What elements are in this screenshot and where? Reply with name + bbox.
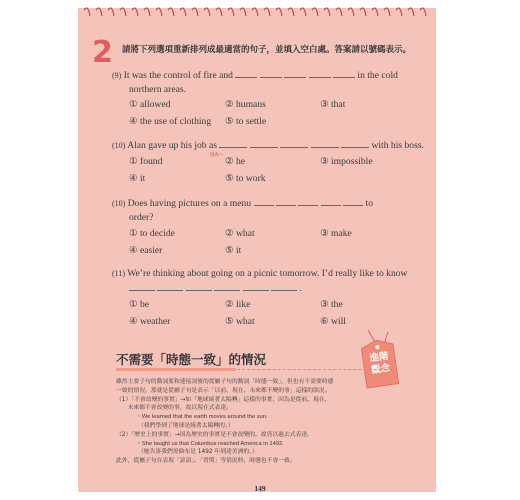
question-blanks-line: . bbox=[112, 281, 407, 296]
question-stem: (9) It was the control of fire and in the cold bbox=[112, 70, 398, 81]
option: ⑤ what bbox=[225, 316, 255, 327]
answer-blank[interactable] bbox=[309, 68, 331, 78]
question-9 bbox=[112, 68, 398, 97]
note-line: （1）「不會改變的事實」→如「地球繞著太陽轉」這樣的事實，因為是從前、現在、 bbox=[116, 396, 331, 403]
option: ⑤ to settle bbox=[225, 116, 267, 127]
option: ② humans bbox=[225, 99, 266, 110]
option: ④ it bbox=[129, 173, 146, 184]
option: ⑥ will bbox=[320, 316, 346, 327]
question-continuation: northern areas. bbox=[129, 84, 187, 95]
answer-blank[interactable] bbox=[343, 196, 363, 206]
option: ① to decide bbox=[129, 228, 175, 239]
answer-blank[interactable] bbox=[341, 138, 369, 148]
option: ③ make bbox=[320, 228, 352, 239]
example-sentence: ・She taught us that Columbus reached America in 1492. bbox=[136, 440, 284, 447]
option: ② he bbox=[225, 156, 246, 167]
answer-blank[interactable] bbox=[219, 138, 247, 148]
exercise-number: 2 bbox=[92, 35, 113, 70]
exercise-instruction: 請將下列選項重新排列成最適當的句子，並填入空白處。答案請以號碼表示。 bbox=[122, 45, 412, 55]
answer-blank[interactable] bbox=[298, 196, 318, 206]
question-10a bbox=[112, 138, 424, 153]
grammar-note-title: 不需要「時態一致」的情況 bbox=[116, 352, 267, 367]
option: ④ weather bbox=[129, 316, 171, 327]
answer-blank[interactable] bbox=[214, 281, 240, 291]
answer-blank[interactable] bbox=[157, 281, 183, 291]
advanced-concept-label: 進階觀念 bbox=[368, 350, 391, 377]
option: ① be bbox=[129, 299, 150, 310]
example-translation: （她告訴我們哥倫布是 1492 年到達美洲的。） bbox=[138, 449, 258, 456]
answer-blank[interactable] bbox=[250, 138, 278, 148]
title-underline bbox=[116, 368, 236, 371]
note-line: 未來都不會改變的事，故以現在式表達。 bbox=[116, 405, 232, 412]
answer-blank[interactable] bbox=[254, 196, 274, 206]
answer-blank[interactable] bbox=[311, 138, 339, 148]
option: ② what bbox=[225, 228, 255, 239]
option: ⑤ to work bbox=[225, 173, 266, 184]
option: ③ impossible bbox=[320, 156, 373, 167]
question-continuation: order? bbox=[129, 212, 154, 223]
answer-blank[interactable] bbox=[276, 196, 296, 206]
question-stem: (10) Does having pictures on a menu to bbox=[112, 198, 373, 209]
note-line: （2）「歷史上的事實」→因為歷史的事實是不會改變的，故皆以過去式表達。 bbox=[116, 431, 313, 438]
option: ③ the bbox=[320, 299, 343, 310]
question-stem: (11) We’re thinking about going on a picnic tomorrow. I’d really like to know bbox=[112, 268, 408, 279]
example-translation: （我們學到了地球是繞著太陽轉的。） bbox=[138, 422, 234, 429]
dashed-divider bbox=[237, 369, 397, 370]
answer-blank[interactable] bbox=[243, 281, 269, 291]
grammar-note-body bbox=[116, 378, 416, 466]
option: ② like bbox=[225, 299, 251, 310]
answer-blank[interactable] bbox=[129, 281, 155, 291]
hint-note: 因為～ bbox=[210, 153, 224, 158]
question-stem: (10) Alan gave up his job as with his boss. bbox=[112, 140, 424, 151]
spiral-binding bbox=[78, 6, 436, 26]
answer-blank[interactable] bbox=[321, 196, 341, 206]
option: ③ that bbox=[320, 99, 346, 110]
answer-blank[interactable] bbox=[271, 281, 297, 291]
question-11 bbox=[112, 267, 407, 296]
option: ④ the use of clothing bbox=[129, 116, 212, 127]
question-10b bbox=[112, 196, 373, 225]
answer-blank[interactable] bbox=[235, 68, 257, 78]
answer-blank[interactable] bbox=[284, 68, 306, 78]
option: ④ easier bbox=[129, 245, 163, 256]
note-line: 一致的情況，那就是從屬子句是表示「以前、現在、未來都不變的事」這樣的狀況。 bbox=[116, 387, 331, 394]
answer-blank[interactable] bbox=[333, 68, 355, 78]
answer-blank[interactable] bbox=[186, 281, 212, 291]
option: ① allowed bbox=[129, 99, 171, 110]
page-number: 149 bbox=[254, 484, 266, 493]
answer-blank[interactable] bbox=[280, 138, 308, 148]
option: ① found bbox=[129, 156, 163, 167]
example-sentence: ・We learned that the earth moves around the sun. bbox=[136, 414, 268, 421]
answer-blank[interactable] bbox=[260, 68, 282, 78]
note-line: 此外，從屬子句在表現「諺語」、「習慣」等情況時，時態也不會一致。 bbox=[116, 458, 296, 465]
option: ⑤ it bbox=[225, 245, 242, 256]
note-line: 雖然主要子句的動詞要和連接詞後的從屬子句的動詞「時態一致」，但也有不需要時態 bbox=[116, 379, 334, 385]
